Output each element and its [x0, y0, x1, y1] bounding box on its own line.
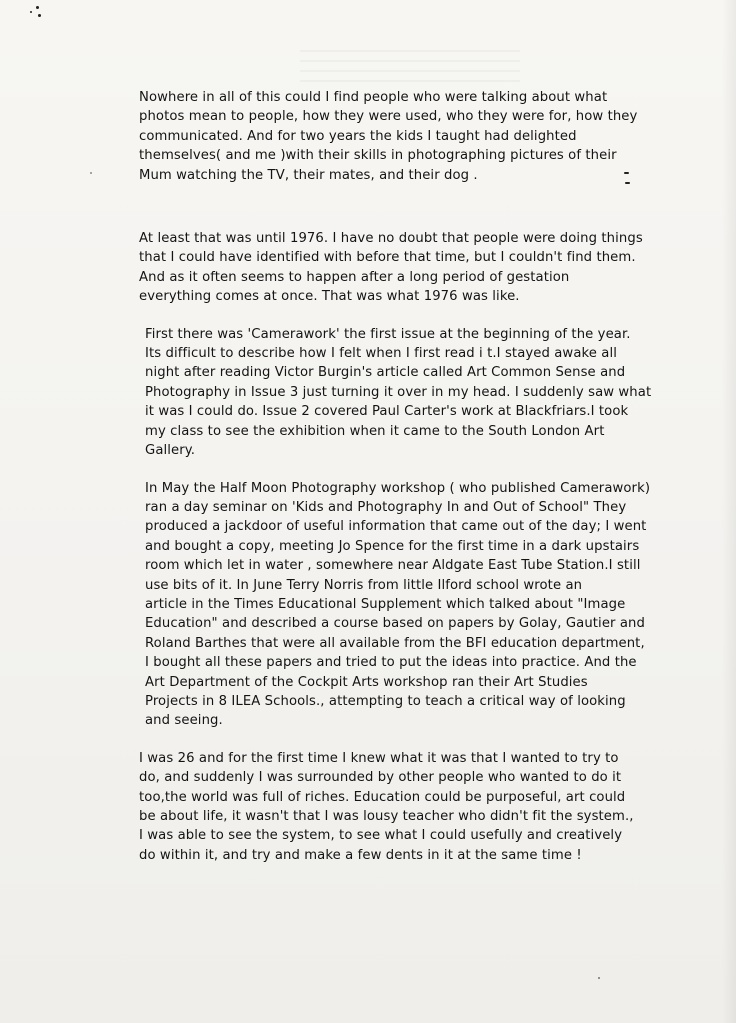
ink-speck [30, 11, 32, 13]
paragraph: At least that was until 1976. I have no doubt that people were doing things that I could have identified with before that time, but I couldn't find them. And as it often seems to happen after a long period of gestation everything comes at once. That was what 1976 was like. [139, 231, 643, 305]
paragraph: First there was 'Camerawork' the first issue at the beginning of the year. Its difficult to describe how I felt when I first read i t.I stayed awake all night after reading Victor Burgin's article called Art Common Sense and Photography in Issue 3 just turning it over in my head. I suddenly saw what it was I could do. Issue 2 covered Paul Carter's work at Blackfriars.I took my class to see the exhibition when it came to the South London Art Gallery. [145, 326, 652, 459]
page-edge-shadow [722, 0, 736, 1023]
ink-speck [90, 172, 92, 174]
bleed-through-text [300, 50, 520, 90]
paragraph: In May the Half Moon Photography workshop ( who published Camerawork) ran a day seminar on 'Kids and Photography In and Out of School" They produced a jackdoor of useful information that came out of the day; I went and bought a copy, meeting Jo Spence for the first time in a dark upstairs room which let in water , somewhere near Aldgate East Tube Station.I still use bits of it. In June Terry Norris from little Ilford school wrote an article in the Times Educational Supplement which talked about "Image Education" and described a course based on papers by Golay, Gautier and Roland Barthes that were all available from the BFI education department, I bought all these papers and tried to put the ideas into practice. And the Art Department of the Cockpit Arts workshop ran their Art Studies Projects in 8 ILEA Schools., attempting to teach a critical way of looking and seeing. [145, 480, 651, 729]
paragraph: Nowhere in all of this could I find people who were talking about what photos mean to people, how they were used, who they were for, how they communicated. And for two years the kids I taught had delighted themselves( and me )with their skills in photographing pictures of their Mum watching the TV, their mates, and their dog . [139, 90, 638, 183]
ink-speck [598, 977, 600, 979]
ink-speck [38, 14, 41, 17]
paragraph: I was 26 and for the first time I knew what it was that I wanted to try to do, and suddenly I was surrounded by other people who wanted to do it too,the world was full of riches. Education could be purposeful, art could be about life, it wasn't that I was lousy teacher who didn't fit the system., I was able to see the system, to see what I could usefully and creatively do within it, and try and make a few dents in it at the same time ! [139, 750, 634, 863]
ink-speck [36, 6, 39, 9]
body-text [139, 88, 669, 885]
